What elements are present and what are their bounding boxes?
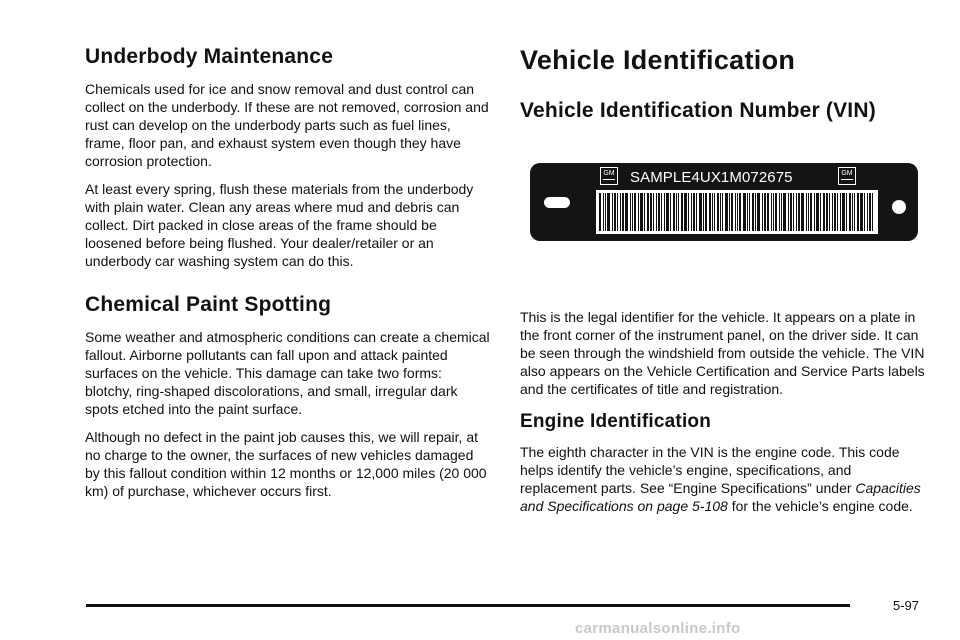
barcode-bar	[823, 193, 825, 231]
barcode-bar	[684, 193, 687, 231]
barcode-bar	[735, 193, 736, 231]
barcode-bar	[614, 193, 616, 231]
barcode-bar	[709, 193, 711, 231]
barcode-bar	[814, 193, 815, 231]
barcode-bar	[840, 193, 841, 231]
engine-cross-reference-link[interactable]: Capacities and Specifications on page 5-108	[520, 480, 921, 514]
barcode-bar	[617, 193, 618, 231]
barcode-bar	[826, 193, 828, 231]
barcode-bar	[783, 193, 786, 231]
barcode-bar	[620, 193, 621, 231]
engine-text-b: for the vehicle’s engine code.	[727, 498, 913, 514]
vin-plate-illustration	[530, 163, 918, 241]
barcode-bar	[599, 193, 601, 231]
barcode-bar	[801, 193, 804, 231]
barcode-bar	[699, 193, 702, 231]
barcode-bar	[854, 193, 855, 231]
watermark-text: carmanualsonline.info	[575, 620, 741, 637]
barcode-bar	[872, 193, 873, 231]
barcode-bar	[634, 193, 636, 231]
barcode-bar	[661, 193, 662, 231]
barcode-bar	[664, 193, 665, 231]
barcode-bar	[767, 193, 769, 231]
barcode-bar	[749, 193, 750, 231]
barcode-bar	[656, 193, 657, 231]
barcode-bar	[752, 193, 754, 231]
barcode-bar	[867, 193, 868, 231]
barcode-bar	[788, 193, 789, 231]
barcode-bar	[810, 193, 812, 231]
gm-logo-right-text: GM	[841, 169, 853, 180]
gm-logo-right	[838, 167, 856, 185]
barcode-bar	[846, 193, 847, 231]
barcode-bar	[678, 193, 679, 231]
barcode-bar	[820, 193, 821, 231]
barcode-bar	[658, 193, 660, 231]
gm-logo-left-text: GM	[603, 169, 615, 180]
vin-plate-text: SAMPLE4UX1M072675	[630, 169, 793, 186]
heading-chemical-paint-spotting: Chemical Paint Spotting	[85, 293, 332, 316]
barcode-bar	[638, 193, 639, 231]
barcode-bar	[650, 193, 652, 231]
barcode-bar	[653, 193, 654, 231]
barcode-bar	[796, 193, 797, 231]
barcode-bar	[612, 193, 613, 231]
barcode-bar	[625, 193, 628, 231]
barcode-bar	[705, 193, 707, 231]
barcode-bar	[739, 193, 741, 231]
underbody-paragraph-2: At least every spring, flush these materials from the underbody with plain water. Clean any areas where mud and debris can collect. Dirt packed in close areas of the frame should be loosened before being flushed. Your dealer/retailer or an underbody car washing system can do this.	[85, 181, 474, 269]
barcode-bar	[837, 193, 838, 231]
barcode-bar	[605, 193, 606, 231]
vin-paragraph: This is the legal identifier for the vehicle. It appears on a plate in the front corner of the instrument panel, on the driver side. It can be seen through the windshield from outside the vehicle. The VIN also appears on the Vehicle Certification and Service Parts labels and the certificates of title and registration.	[520, 309, 925, 397]
barcode-bar	[832, 193, 833, 231]
barcode-bar	[842, 193, 845, 231]
barcode-bar	[666, 193, 669, 231]
barcode-bar	[869, 193, 871, 231]
barcode-bar	[793, 193, 794, 231]
barcode-bar	[860, 193, 863, 231]
barcode-bar	[603, 193, 604, 231]
barcode-bar	[743, 193, 746, 231]
barcode-bar	[806, 193, 807, 231]
gm-logo-left	[600, 167, 618, 185]
barcode-bar	[808, 193, 809, 231]
mounting-slot-icon	[544, 197, 570, 208]
barcode-bar	[747, 193, 748, 231]
heading-engine-identification: Engine Identification	[520, 411, 712, 432]
heading-vehicle-identification: Vehicle Identification	[520, 45, 796, 75]
barcode-bar	[798, 193, 800, 231]
barcode-bar	[781, 193, 782, 231]
barcode-bar	[773, 193, 774, 231]
barcode-bar	[852, 193, 853, 231]
page-number: 5-97	[893, 598, 920, 613]
barcode-bar	[691, 193, 692, 231]
barcode-bar	[712, 193, 713, 231]
barcode-bar	[722, 193, 723, 231]
barcode-bar	[720, 193, 721, 231]
barcode-bar	[607, 193, 610, 231]
engine-paragraph	[520, 443, 925, 515]
barcode-bar	[632, 193, 633, 231]
barcode-bar	[816, 193, 819, 231]
barcode-bar	[729, 193, 730, 231]
mounting-hole-icon	[892, 200, 906, 214]
footer-rule	[86, 604, 850, 607]
barcode-bar	[673, 193, 675, 231]
barcode-bar	[737, 193, 738, 231]
paint-paragraph-2: Although no defect in the paint job causes this, we will repair, at no charge to the owner, the surfaces of new vehicles damaged by this fallout condition within 12 months or 12,000 miles (20 000 km) of purchase, whichever occurs first.	[85, 429, 487, 499]
barcode-bar	[757, 193, 760, 231]
barcode-bar	[676, 193, 677, 231]
barcode-bar	[764, 193, 766, 231]
barcode-bar	[688, 193, 689, 231]
barcode-bar	[693, 193, 695, 231]
left-column	[85, 44, 490, 510]
barcode-bar	[779, 193, 780, 231]
barcode-bar	[829, 193, 830, 231]
barcode-bar	[640, 193, 643, 231]
barcode-bar	[790, 193, 792, 231]
barcode-bar	[857, 193, 859, 231]
underbody-paragraph-1: Chemicals used for ice and snow removal and dust control can collect on the underbody. If these are not removed, corrosion and rust can develop on the underbody parts such as fuel lines, frame, floor pan, and exhaust system even though they have corrosion protection.	[85, 81, 489, 169]
barcode-bar	[849, 193, 851, 231]
barcode-bar	[771, 193, 772, 231]
barcode-bar	[731, 193, 733, 231]
engine-text-a: The eighth character in the VIN is the engine code. This code helps identify the vehicle’s engine, specifications, and replacement parts. See “Engine Specifications” under	[520, 444, 900, 496]
barcode-bar	[775, 193, 777, 231]
paint-paragraph-1: Some weather and atmospheric conditions can create a chemical fallout. Airborne pollutants can fall upon and attack painted surfaces on the vehicle. This damage can take two forms: blotchy, ring-shaped discolorations, and small, irregular dark spots etched into the paint surface.	[85, 329, 490, 417]
barcode-bar	[622, 193, 624, 231]
barcode-bar	[703, 193, 704, 231]
barcode-bar	[717, 193, 719, 231]
barcode-bar	[696, 193, 697, 231]
barcode-bar	[630, 193, 631, 231]
vin-barcode	[596, 190, 878, 234]
right-column	[520, 44, 925, 525]
barcode-bar	[755, 193, 756, 231]
barcode-bar	[725, 193, 728, 231]
barcode-bar	[670, 193, 671, 231]
barcode-bar	[834, 193, 836, 231]
heading-vin: Vehicle Identification Number (VIN)	[520, 99, 876, 122]
barcode-bar	[864, 193, 865, 231]
barcode-bar	[647, 193, 649, 231]
barcode-bar	[681, 193, 683, 231]
barcode-bar	[762, 193, 763, 231]
barcode-bar	[644, 193, 645, 231]
heading-underbody-maintenance: Underbody Maintenance	[85, 45, 334, 68]
barcode-bar	[714, 193, 715, 231]
